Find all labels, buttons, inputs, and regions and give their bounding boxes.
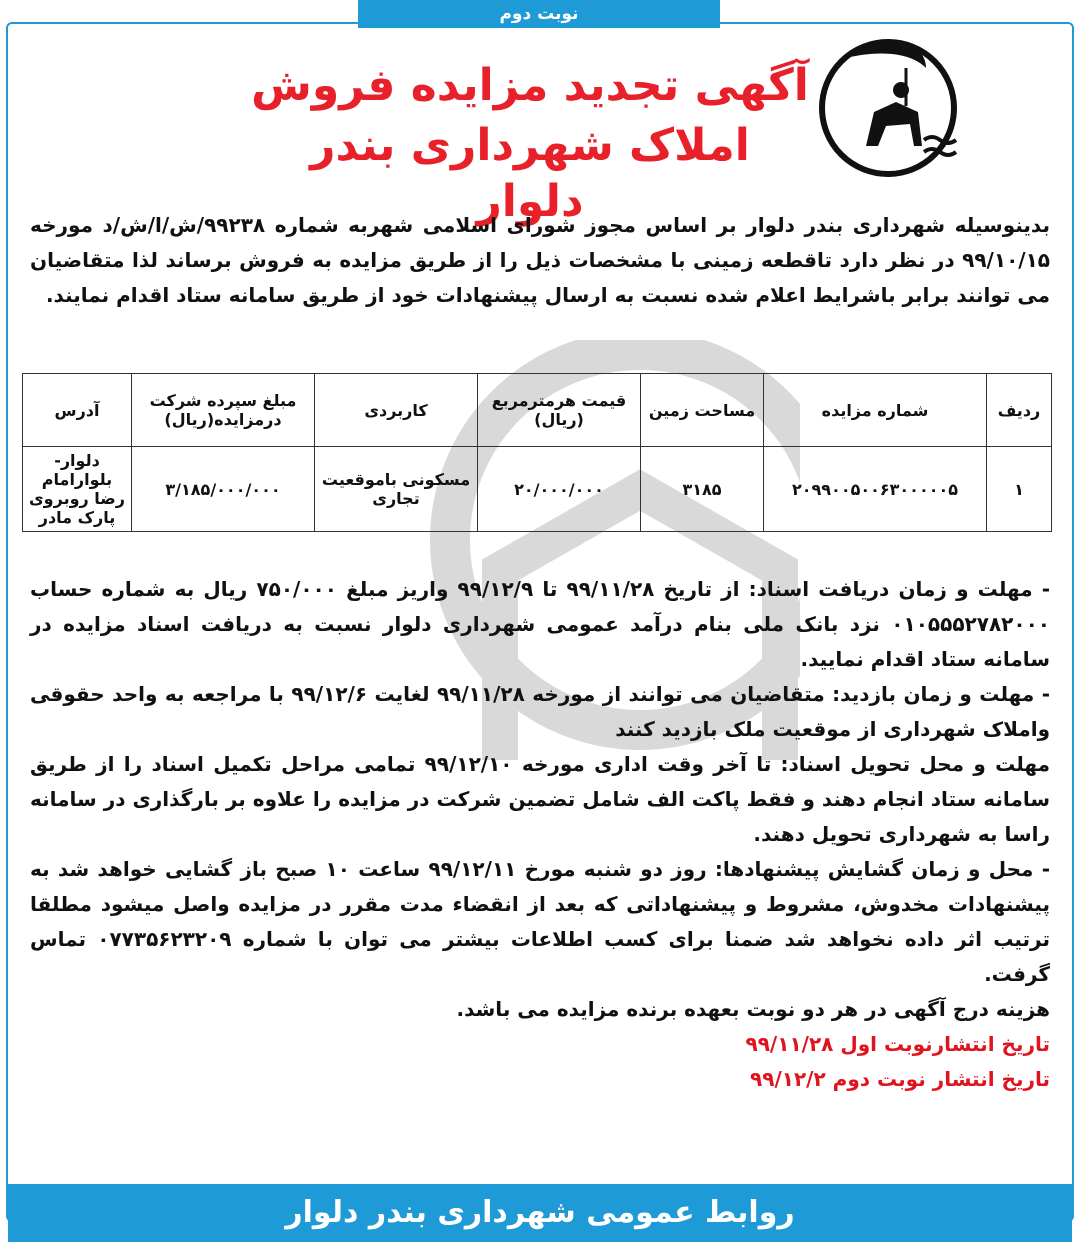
publish-date-1: تاریخ انتشارنوبت اول ۹۹/۱۱/۲۸ [745,1032,1050,1056]
document-receipt-paragraph: - مهلت و زمان دریافت اسناد: از تاریخ ۹۹/۱۱/۲۸ تا ۹۹/۱۲/۹ واریز مبلغ ۷۵۰/۰۰۰ ریال به شماره حساب ۰۱۰۵۵۵۲۷۸۲۰۰۰ نزد بانک ملی بنام درآمد عمومی شهرداری دلوار نسبت به دریافت اسناد مزایده در سامانه ستاد اقدام نمایید. [30,577,1051,671]
col-header: قیمت هرمترمربع (ریال) [478,374,641,447]
conditions-text [30,572,1050,1097]
visit-paragraph: - مهلت و زمان بازدید: متقاضیان می توانند از مورخه ۹۹/۱۱/۲۸ لغایت ۹۹/۱۲/۶ با مراجعه به واحد حقوقی واملاک شهرداری از موقعیت ملک بازدید کنند [30,682,1050,741]
table-cell: دلوار-بلوارامام رضا روبروی پارک مادر [23,447,132,532]
opening-paragraph: - محل و زمان گشایش پیشنهادها: روز دو شنبه مورخ ۹۹/۱۲/۱۱ ساعت ۱۰ صبح باز گشایی خواهد شد به پیشنهادات مخدوش، مشروط و پیشنهاداتی که بعد از انقضاء مدت مقرر در مزایده واصل میشود مطلقا ترتیب اثر داده نخواهد شد ضمنا برای کسب اطلاعات بیشتر می توان با شماره ۰۷۷۳۵۶۲۳۲۰۹ تماس گرفت. [30,857,1051,986]
table-row [23,447,1052,532]
cost-paragraph: هزینه درج آگهی در هر دو نوبت بعهده برنده مزایده می باشد. [456,997,1050,1021]
col-header: شماره مزایده [764,374,987,447]
title-line-2: املاک شهرداری بندر دلوار [310,120,750,227]
round-tag: نوبت دوم [358,0,720,28]
table-header-row [23,374,1052,447]
title-line-1: آگهی تجدید مزایده فروش [251,60,809,111]
table-cell: مسکونی باموقعیت تجاری [315,447,478,532]
table-cell: ۲۰۹۹۰۰۵۰۰۶۳۰۰۰۰۰۵ [764,447,987,532]
intro-paragraph: بدینوسیله شهرداری بندر دلوار بر اساس مجوز شورای اسلامی شهربه شماره ۹۹۲۳۸/ش/ا/ش/د مورخه ۹۹/۱۰/۱۵ در نظر دارد تاقطعه زمینی با مشخصات ذیل را از طریق مزایده به فروش برساند لذا متقاضیان می توانند برابر باشرایط اعلام شده نسبت به ارسال پیشنهادات خود از طریق سامانه ستاد اقدام نمایند. [30,213,1050,307]
delivery-paragraph: مهلت و محل تحویل اسناد: تا آخر وقت اداری مورخه ۹۹/۱۲/۱۰ تمامی مراحل تکمیل اسناد را از طریق سامانه ستاد انجام دهند و فقط پاکت الف شامل تضمین شرکت در مزایده را علاوه بر بارگذاری در سامانه راسا به شهرداری تحویل دهند. [30,752,1051,846]
table-cell: ۱ [987,447,1052,532]
table-cell: ۲۰/۰۰۰/۰۰۰ [478,447,641,532]
col-header: مساحت زمین [641,374,764,447]
table-cell: ۳/۱۸۵/۰۰۰/۰۰۰ [132,447,315,532]
col-header: آدرس [23,374,132,447]
col-header: کاربردی [315,374,478,447]
publish-date-2: تاریخ انتشار نوبت دوم ۹۹/۱۲/۲ [750,1067,1050,1091]
table-cell: ۳۱۸۵ [641,447,764,532]
footer-banner: روابط عمومی شهرداری بندر دلوار [8,1184,1072,1242]
auction-table [22,373,1052,532]
col-header: مبلغ سپرده شرکت درمزایده(ریال) [132,374,315,447]
municipality-logo [806,28,976,178]
col-header: ردیف [987,374,1052,447]
